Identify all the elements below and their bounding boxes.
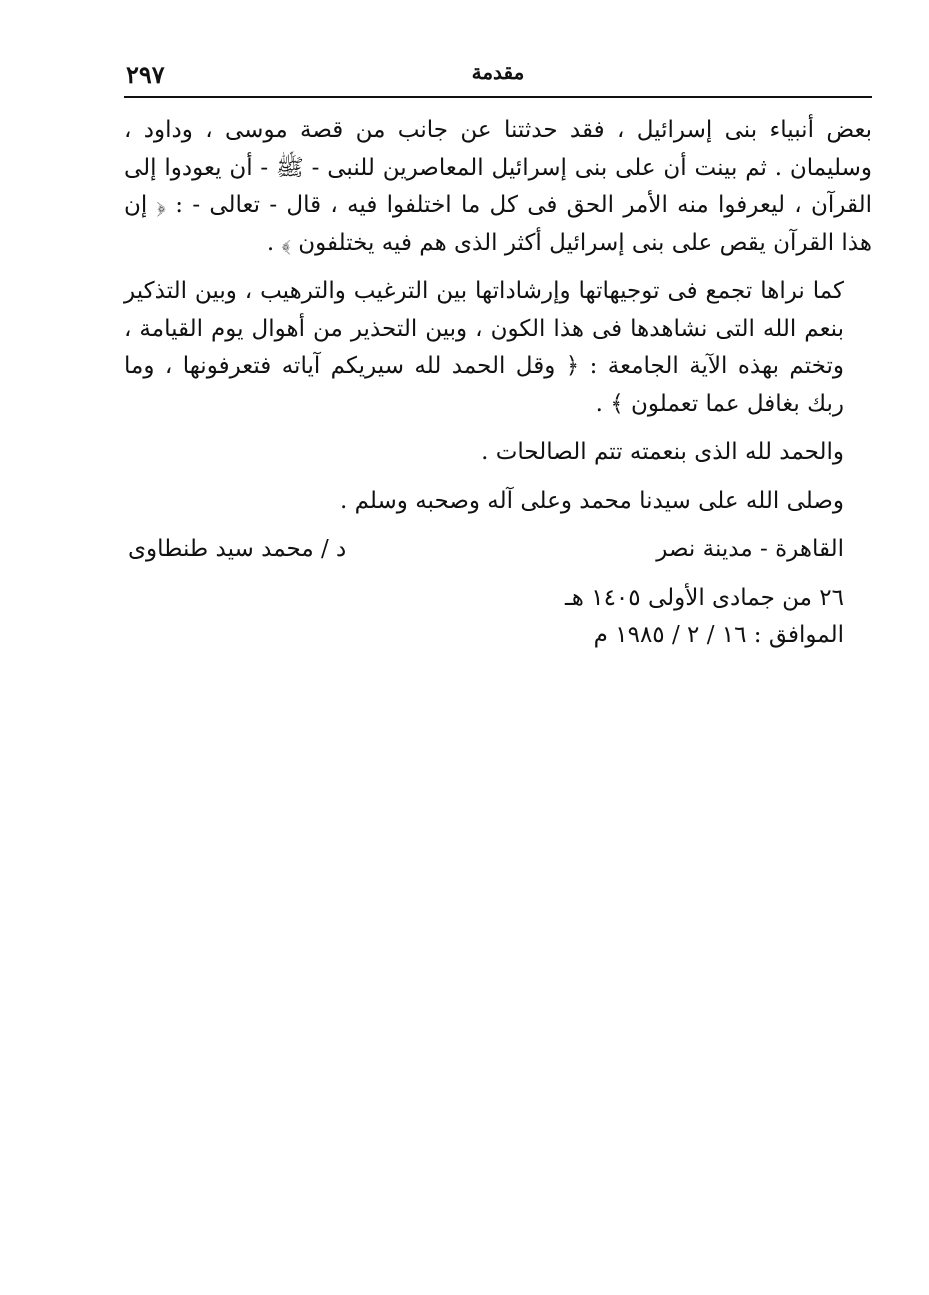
closing-praise: والحمد لله الذى بنعمته تتم الصالحات . (481, 439, 844, 465)
header-rule (124, 96, 872, 98)
paragraph-1: بعض أنبياء بنى إسرائيل ، فقد حدثتنا عن جانب من قصة موسى ، وداود ، وسليمان . ثم بينت أن على بنى إسرائيل المعاصرين للنبى - ﷺ - أن يعودوا إلى القرآن ، ليعرفوا منه الأمر الحق فى كل ما اختلفوا فيه ، قال - تعالى - : ﴿ إن هذا القرآن يقص على بنى إسرائيل أكثر الذى هم فيه يختلفون ﴾ . (124, 117, 872, 256)
paragraph-2: كما نراها تجمع فى توجيهاتها وإرشاداتها بين الترغيب والترهيب ، وبين التذكير بنعم الله التى نشاهدها فى هذا الكون ، وبين التحذير من أهوال يوم القيامة ، وتختم بهذه الآية الجامعة : ﴿ وقل الحمد لله سيريكم آياته فتعرفونها ، وما ربك بغافل عما تعملون ﴾ . (124, 278, 844, 417)
signature-place: القاهرة - مدينة نصر (656, 536, 844, 562)
date-hijri: ٢٦ من جمادى الأولى ١٤٠٥ هـ (565, 584, 844, 611)
date-gregorian: الموافق : ١٦ / ٢ / ١٩٨٥ م (593, 622, 844, 648)
page-header (124, 58, 872, 98)
running-title: مقدمة (471, 60, 525, 84)
body-text (124, 112, 872, 655)
page-number: ٢٩٧ (126, 60, 165, 89)
signature-row (124, 531, 872, 569)
signature-author: د / محمد سيد طنطاوى (128, 536, 347, 562)
closing-blessing: وصلى الله على سيدنا محمد وعلى آله وصحبه وسلم . (339, 487, 844, 514)
